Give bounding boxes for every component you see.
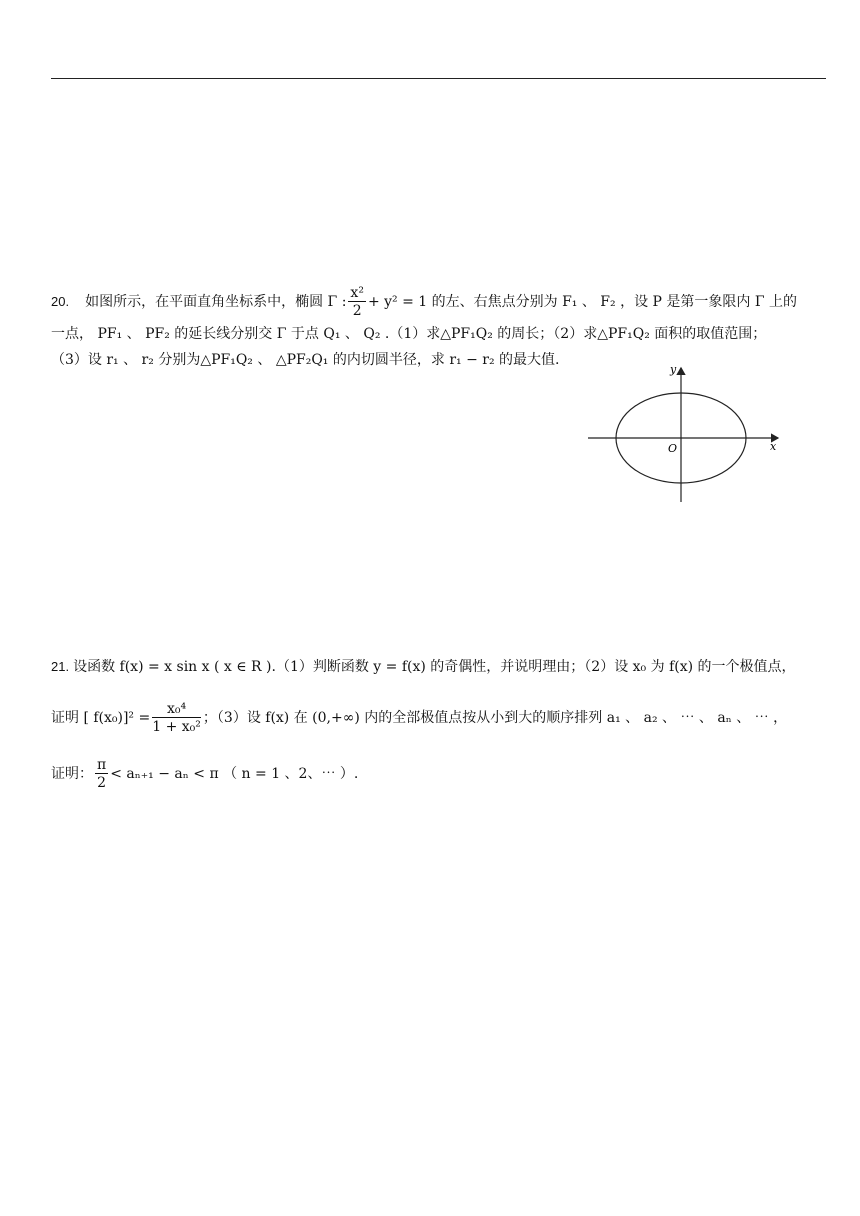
q20-frac-num: x² bbox=[350, 285, 364, 301]
q21-line2-a: 证明 [ f(x₀)]² = bbox=[51, 710, 151, 726]
q21-line-1 bbox=[51, 660, 796, 674]
q21-line-3 bbox=[51, 758, 358, 790]
x-axis-label: x bbox=[770, 440, 777, 453]
q21-fraction-2 bbox=[95, 758, 108, 790]
q20-line-2: 一点， PF₁ 、 PF₂ 的延长线分别交 Γ 于点 Q₁ 、 Q₂ .（1）求△PF₁Q₂ 的周长；（2）求△PF₁Q₂ 面积的取值范围； bbox=[51, 326, 767, 342]
q20-line-1 bbox=[51, 286, 797, 318]
q21-number: 21. bbox=[51, 659, 70, 674]
q21-line3-b: < aₙ₊₁ − aₙ < π （ n = 1 、2、⋯ ）. bbox=[110, 766, 359, 782]
y-axis-label: y bbox=[670, 363, 677, 376]
q20-number: 20. bbox=[51, 294, 70, 309]
header-rule bbox=[51, 78, 826, 79]
q21-frac1-den: 1 + x₀² bbox=[152, 719, 201, 735]
q20-line-3: （3）设 r₁ 、 r₂ 分别为△PF₁Q₂ 、 △PF₂Q₁ 的内切圆半径，求 r₁ − r₂ 的最大值. bbox=[51, 352, 560, 368]
q20-fraction bbox=[348, 286, 366, 318]
origin-label: O bbox=[668, 442, 678, 455]
q21-frac1-num: x₀⁴ bbox=[152, 702, 201, 718]
q21-line-2 bbox=[51, 702, 787, 734]
q20-frac-den: 2 bbox=[352, 303, 362, 319]
q21-line1-text: 设函数 f(x) = x sin x ( x ∈ R ).（1）判断函数 y = f(x) 的奇偶性，并说明理由；（2）设 x₀ 为 f(x) 的一个极值点， bbox=[73, 659, 796, 675]
q20-line1-a: 如图所示，在平面直角坐标系中，椭圆 Γ : bbox=[85, 294, 347, 310]
q21-frac2-num: π bbox=[97, 757, 107, 773]
ellipse-figure bbox=[586, 362, 786, 504]
q21-frac2-den: 2 bbox=[97, 775, 107, 791]
q21-line3-a: 证明： bbox=[51, 766, 93, 782]
q21-fraction-1 bbox=[152, 702, 201, 734]
q20-line1-b: + y² = 1 的左、右焦点分别为 F₁ 、 F₂ ，设 P 是第一象限内 Γ 上的 bbox=[367, 294, 798, 310]
q21-line2-b: ；（3）设 f(x) 在 (0,+∞) 内的全部极值点按从小到大的顺序排列 a₁ 、 a₂ 、 ⋯ 、 aₙ 、 ⋯ ， bbox=[202, 710, 788, 726]
